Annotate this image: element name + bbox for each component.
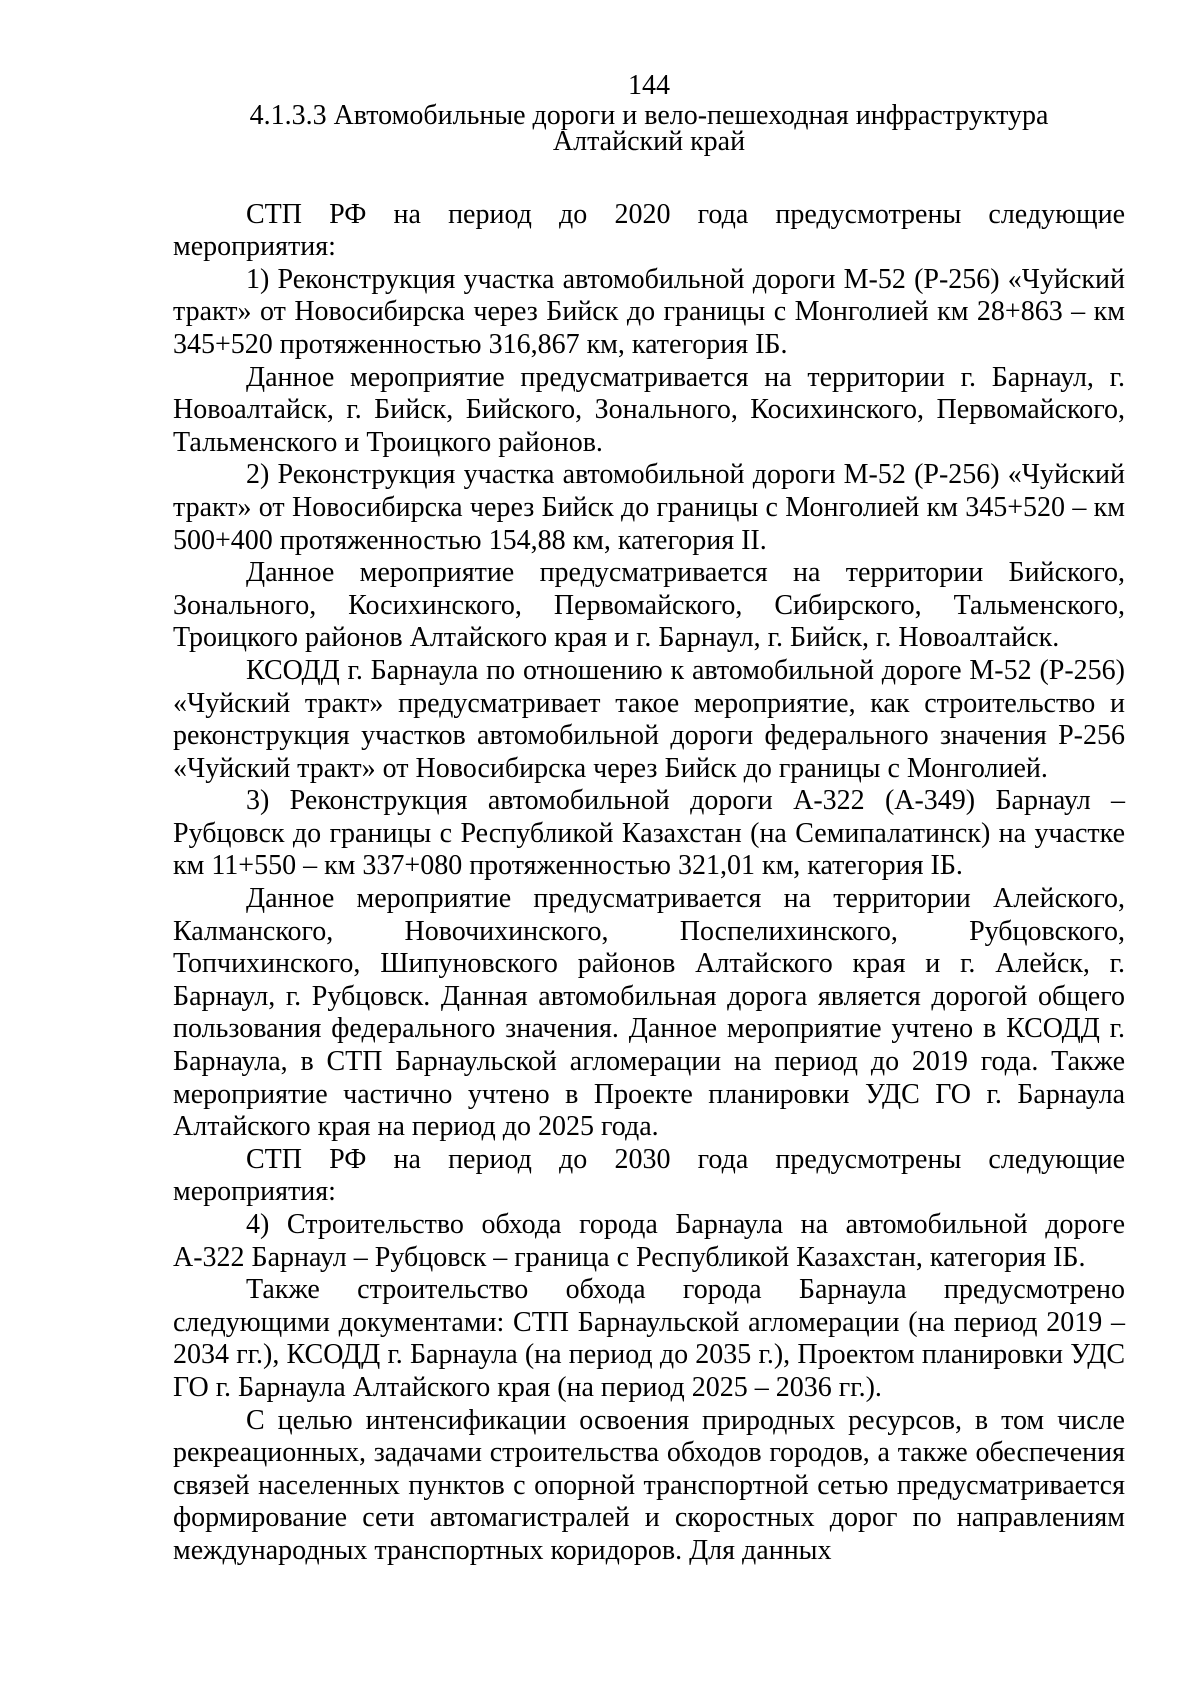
paragraph: Также строительство обхода города Барнаула предусмотрено следующими документами: СТП Барнаульской агломерации (на период 2019 – 2034 гг.), КСОДД г. Барнаула (на период до 2035 г.), Проектом планировки УДС ГО г. Барнаула Алтайского края (на период 2025 – 2036 гг.). — [173, 1274, 1125, 1403]
page-number: 144 — [628, 70, 670, 101]
paragraph: Данное мероприятие предусматривается на территории Алейского, Калманского, Новочихинского, Поспелихинского, Рубцовского, Топчихинского, Шипуновского районов Алтайского края и г. Алейск, г. Барнаул, г. Рубцовск. Данная автомобильная дорога является дорогой общего пользования федерального значения. Данное мероприятие учтено в КСОДД г. Барнаула, в СТП Барнаульской агломерации на период до 2019 года. Также мероприятие частично учтено в Проекте планировки УДС ГО г. Барнаула Алтайского края на период до 2025 года. — [173, 883, 1125, 1143]
paragraph: СТП РФ на период до 2030 года предусмотрены следующие мероприятия: — [173, 1143, 1125, 1208]
paragraph: Данное мероприятие предусматривается на территории Бийского, Зонального, Косихинского, Первомайского, Сибирского, Тальменского, Троицкого районов Алтайского края и г. Барнаул, г. Бийск, г. Новоалтайск. — [173, 557, 1125, 654]
paragraph: 2) Реконструкция участка автомобильной дороги М-52 (Р-256) «Чуйский тракт» от Новосибирска через Бийск до границы с Монголией км 345+520 – км 500+400 протяженностью 154,88 км, категория II. — [173, 459, 1125, 556]
paragraph: 3) Реконструкция автомобильной дороги А-322 (А-349) Барнаул – Рубцовск до границы с Республикой Казахстан (на Семипалатинск) на участке км 11+550 – км 337+080 протяженностью 321,01 км, категория IБ. — [173, 785, 1125, 882]
paragraph: Данное мероприятие предусматривается на территории г. Барнаул, г. Новоалтайск, г. Бийск, Бийского, Зонального, Косихинского, Первомайского, Тальменского и Троицкого районов. — [173, 361, 1125, 458]
paragraph: 4) Строительство обхода города Барнаула на автомобильной дороге А-322 Барнаул – Рубцовск – граница с Республикой Казахстан, категория IБ. — [173, 1209, 1125, 1273]
section-heading — [173, 99, 1125, 157]
body-text — [173, 199, 1125, 1568]
paragraph: С целью интенсификации освоения природных ресурсов, в том числе рекреационных, задачами строительства обходов городов, а также обеспечения связей населенных пунктов с опорной транспортной сетью предусматривается формирование сети автомагистралей и скоростных дорог по направлениям международных транспортных коридоров. Для данных — [173, 1404, 1125, 1566]
paragraph: 1) Реконструкция участка автомобильной дороги М-52 (Р-256) «Чуйский тракт» от Новосибирска через Бийск до границы с Монголией км 28+863 – км 345+520 протяженностью 316,867 км, категория IБ. — [173, 263, 1125, 360]
paragraph: СТП РФ на период до 2020 года предусмотрены следующие мероприятия: — [173, 198, 1125, 263]
paragraph: КСОДД г. Барнаула по отношению к автомобильной дороге М-52 (Р-256) «Чуйский тракт» предусматривает такое мероприятие, как строительство и реконструкция участков автомобильной дороги федерального значения Р-256 «Чуйский тракт» от Новосибирска через Бийск до границы с Монголией. — [173, 654, 1125, 784]
document-page — [173, 70, 1125, 1568]
section-heading-line-2: Алтайский край — [552, 125, 746, 157]
section-heading-line-1: 4.1.3.3 Автомобильные дороги и вело-пешеходная инфраструктура — [249, 99, 1049, 131]
